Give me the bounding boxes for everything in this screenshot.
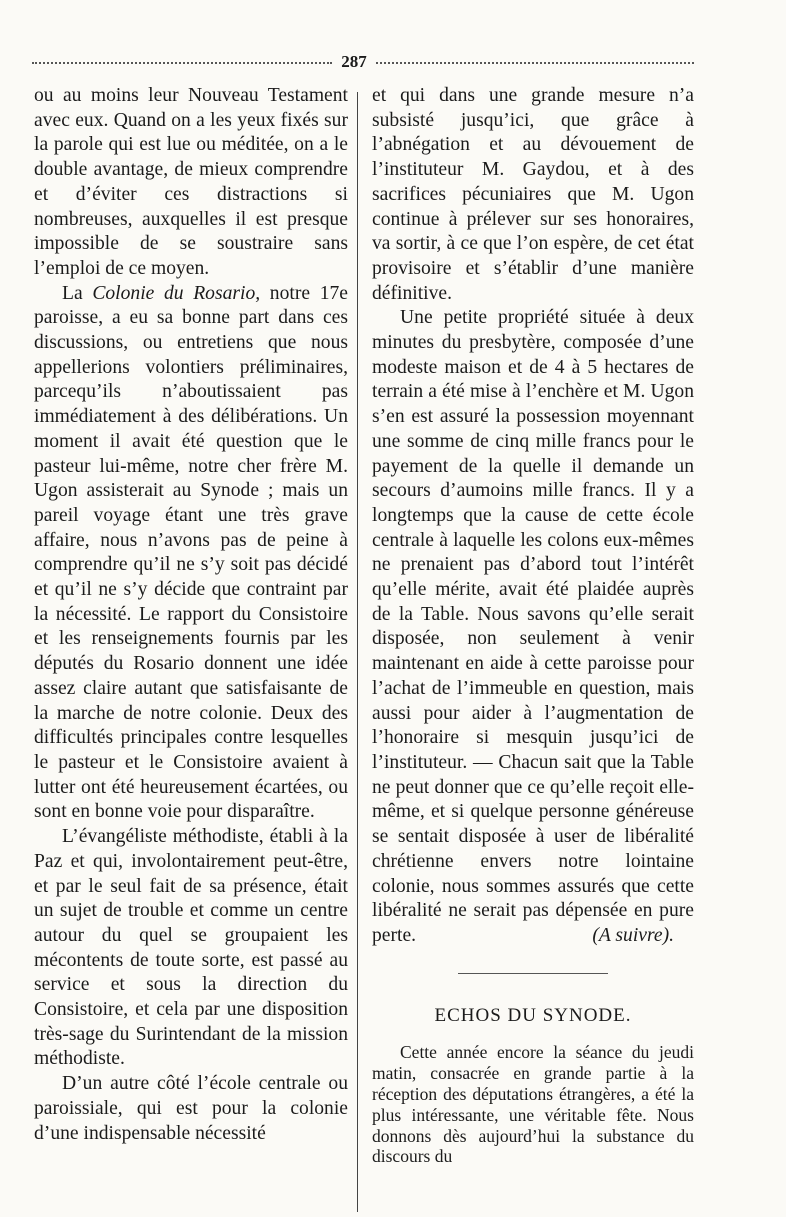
right-paragraph-2-text: Une petite propriété située à deux minutes du presbytère, composée d’une modeste maison et de 4 à 5 hectares de terrain a été mise à l’enchère et M. Ugon s’en est assuré la possession moyennant une somme de cinq mille francs pour le payement de la quelle il demande un secours d’aumoins mille francs. Il y a longtemps que la cause de cette école centrale à laquelle les colons eux-mêmes ne prenaient pas d’abord tout l’intérêt qu’elle mérite, avait été plaidée auprès de la Table. Nous savons qu’elle serait disposée, non seulement à venir maintenant en aide à cette paroisse pour l’achat de l’immeuble en question, mais aussi pour aider à l’augmentation de l’honoraire si mesquin jusqu’ici de l’instituteur. — Chacun sait que la Table ne peut donner que ce qu’elle reçoit elle-même, et si quelque personne généreuse se sentait disposée à user de libéralité chrétienne envers notre lointaine colonie, nous sommes assurés que cette libéralité ne serait pas dépensée en pure perte. bbox=[372, 307, 694, 946]
to-follow-note: (A suivre). bbox=[592, 924, 674, 946]
left-paragraph-1: ou au moins leur Nouveau Testament avec eux. Quand on a les yeux fixés sur la parole qui est lue ou méditée, on a le double avantage, de mieux comprendre et d’éviter ces distractions si nombreuses, auxquelles il est presque impossible de se soustraire sans l’emploi de ce moyen. bbox=[34, 85, 348, 279]
right-paragraph-3: Cette année encore la séance du jeudi matin, consacrée en grande partie à la réception des députations étrangères, a été la plus intéressante, une véritable fête. Nous donnons dès aujourd’hui la substance du discours du bbox=[372, 1042, 694, 1167]
left-paragraph-3: L’évangéliste méthodiste, établi à la Paz et qui, involontairement peut-être, et par le seul fait de sa présence, était un sujet de trouble et comme un centre autour du quel se groupaient les mécontents de toute sorte, est passé au service et sous la direction du Consistoire, et cela par une disposition très-sage du Surintendant de la mission méthodiste. bbox=[34, 826, 348, 1070]
right-paragraph-1: et qui dans une grande mesure n’a subsisté jusqu’ici, que grâce à l’abnégation et au dévouement de l’instituteur M. Gaydou, et à des sacrifices pécuniaires que M. Ugon continue à prélever sur ses honoraires, va sortir, à ce que l’on espère, de cet état provisoire et s’établir d’une manière définitive. bbox=[372, 85, 694, 304]
colony-name: Colonie du Rosario, bbox=[92, 282, 261, 304]
column-divider bbox=[357, 92, 358, 1212]
right-paragraph-2 bbox=[372, 306, 694, 948]
left-column bbox=[34, 84, 348, 1146]
header-rule-left bbox=[32, 62, 332, 64]
left-paragraph-2-rest: notre 17e paroisse, a eu sa bonne part dans ces discussions, ou entretiens que nous appellerions volontiers préliminaires, parcequ’ils n’aboutissaient pas immédiatement à des délibérations. Un moment il avait été question que le pasteur lui-même, notre cher frère M. Ugon assisterait au Synode ; mais un pareil voyage étant une très grave affaire, nous n’avons pas de peine à comprendre qu’il ne s’y soit pas décidé et qu’il ne s’y décide que contraint par la nécessité. Le rapport du Consistoire et les renseignements fournis par les députés du Rosario donnent une idée assez claire autant que satisfaisante de la marche de notre colonie. Deux des difficultés principales contre lesquelles le pasteur et le Consistoire avaient à lutter ont été heureusement écartées, ou sont en bonne voie pour disparaître. bbox=[34, 282, 348, 823]
section-separator bbox=[458, 973, 608, 974]
left-paragraph-2-start: La bbox=[62, 282, 93, 304]
section-title: ECHOS DU SYNODE. bbox=[434, 1004, 632, 1026]
right-column bbox=[372, 84, 694, 1167]
left-paragraph-4: D’un autre côté l’école centrale ou paroissiale, qui est pour la colonie d’une indispensable nécessité bbox=[34, 1073, 348, 1144]
header-rule-right bbox=[376, 62, 694, 64]
page-number: 287 bbox=[341, 52, 367, 71]
left-paragraph-2 bbox=[34, 282, 348, 825]
page-header bbox=[32, 52, 694, 74]
